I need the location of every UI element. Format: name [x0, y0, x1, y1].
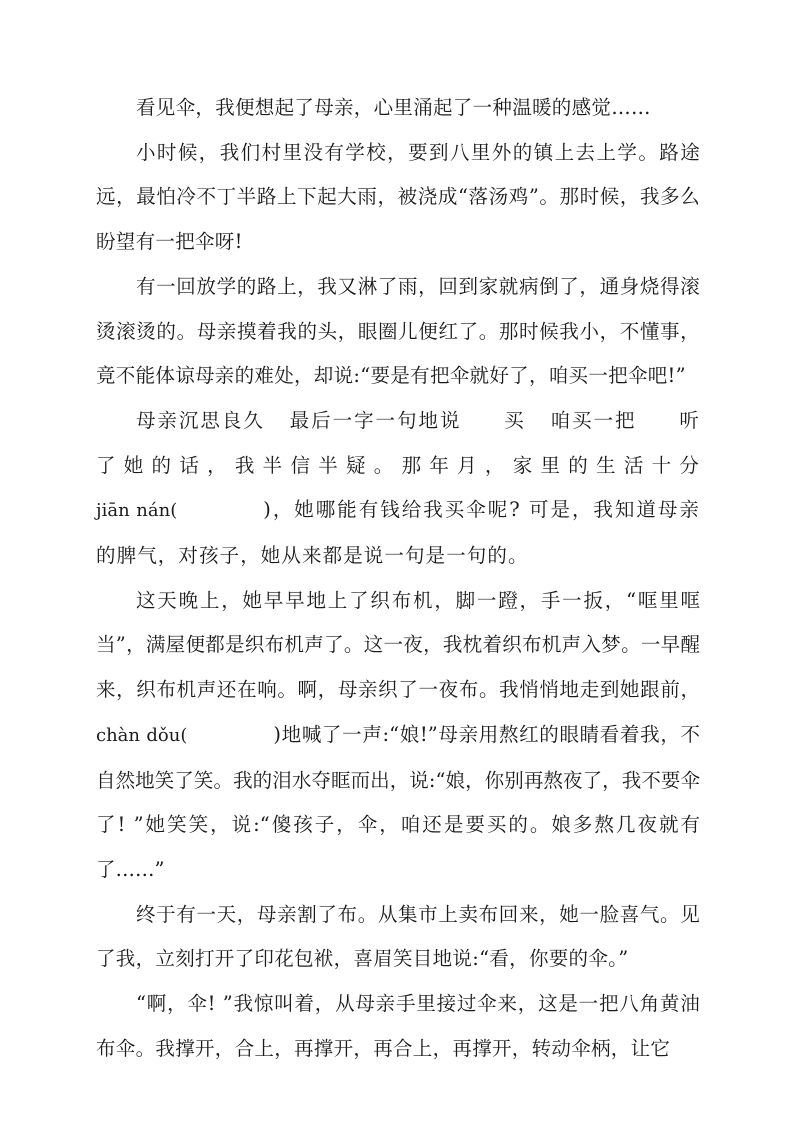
paragraph-2: 小时候，我们村里没有学校，要到八里外的镇上去上学。路途远，最怕冷不丁半路上下起大雨，被浇成“落汤鸡”。那时候，我多么盼望有一把伞呀! — [96, 140, 700, 254]
paragraph-6: 终于有一天，母亲割了布。从集市上卖布回来，她一脸喜气。见了我，立刻打开了印花包袱，喜眉笑目地说:“看，你要的伞。” — [96, 902, 700, 971]
paragraph-4-segment-5: 听了她的话，我半信半疑。那年月，家里的生活十分 — [96, 408, 700, 477]
paragraph-5-segment-1: 这天晚上，她早早地上了织布机，脚一蹬，手一扳，“哐里哐当”，满屋便都是织布机声了。这一夜，我枕着织布机声入梦。一早醒来，织布机声还在响。啊，母亲织了一夜布。我悄悄地走到她跟前， — [96, 588, 700, 702]
pinyin-jiannan: jiān nán( — [96, 500, 178, 522]
paragraph-4-segment-2: 最后一字一句地说 — [288, 408, 462, 432]
document-text-body — [96, 86, 700, 1071]
paragraph-5-with-blanks — [96, 579, 700, 893]
paragraph-4-segment-6: )，她哪能有钱给我买伞呢? 可是，我知道母亲的脾气，对孩子，她从来都是说一句是一句的。 — [96, 498, 700, 568]
paragraph-4-with-blanks — [96, 399, 700, 579]
paragraph-5-segment-2: )地喊了一声:“娘!”母亲用熬红的眼睛看着我，不自然地笑了笑。我的泪水夺眶而出，说:“娘，你别再熬夜了，我不要伞了! ”她笑笑，说:“傻孩子，伞，咱还是要买的。娘多熬几夜就有了……” — [96, 722, 700, 881]
paragraph-4-segment-4: 咱买一把 — [549, 408, 637, 432]
paragraph-4-segment-1: 母亲沉思良久 — [136, 408, 265, 432]
paragraph-7: “啊，伞! ”我惊叫着，从母亲手里接过伞来，这是一把八角黄油布伞。我撑开，合上，再撑开，再合上，再撑开，转动伞柄，让它 — [96, 992, 700, 1060]
paragraph-3: 有一回放学的路上，我又淋了雨，回到家就病倒了，通身烧得滚烫滚烫的。母亲摸着我的头，眼圈儿便红了。那时候我小，不懂事，竟不能体谅母亲的难处，却说:“要是有把伞就好了，咱买一把伞吧!” — [96, 274, 700, 388]
pinyin-chandou: chàn dǒu( — [96, 724, 188, 746]
paragraph-4-segment-3: 买 — [503, 408, 526, 432]
paragraph-1: 看见伞，我便想起了母亲，心里涌起了一种温暖的感觉…… — [136, 96, 651, 119]
